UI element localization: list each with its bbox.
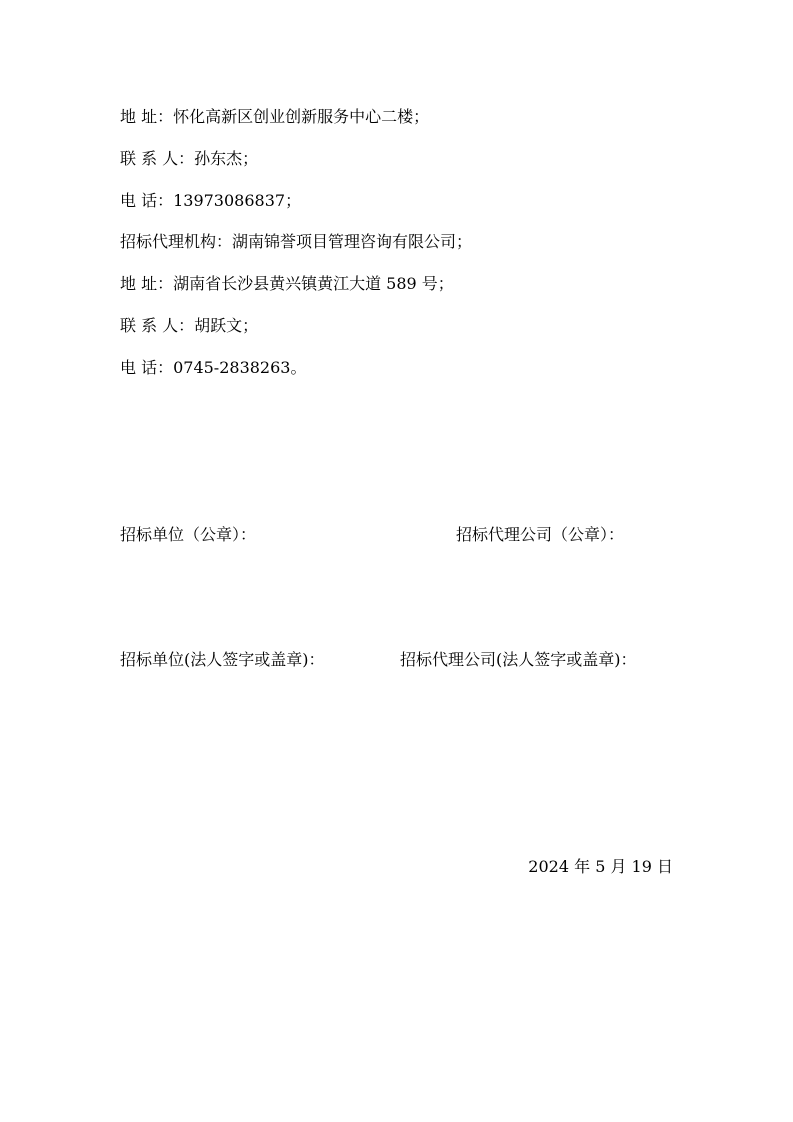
tenderer-contact-person: 联 系 人：孙东杰；: [120, 149, 259, 168]
agency-phone: 电 话：0745-2838263。: [120, 358, 307, 377]
tenderer-seal-label: 招标单位（公章）：: [120, 525, 257, 544]
agency-contact-person: 联 系 人：胡跃文；: [120, 316, 259, 335]
tender-agency: 招标代理机构：湖南锦誉项目管理咨询有限公司；: [120, 232, 473, 251]
tenderer-address: 地 址：怀化高新区创业创新服务中心二楼；: [120, 107, 430, 126]
agency-address: 地 址：湖南省长沙县黄兴镇黄江大道 589 号；: [120, 274, 454, 293]
document-date: 2024 年 5 月 19 日: [528, 857, 673, 876]
agency-legal-rep-label: 招标代理公司(法人签字或盖章)：: [400, 650, 637, 669]
tenderer-legal-rep-label: 招标单位(法人签字或盖章)：: [120, 650, 325, 669]
agency-seal-label: 招标代理公司（公章）：: [456, 525, 625, 544]
tenderer-phone: 电 话：13973086837；: [120, 191, 302, 210]
